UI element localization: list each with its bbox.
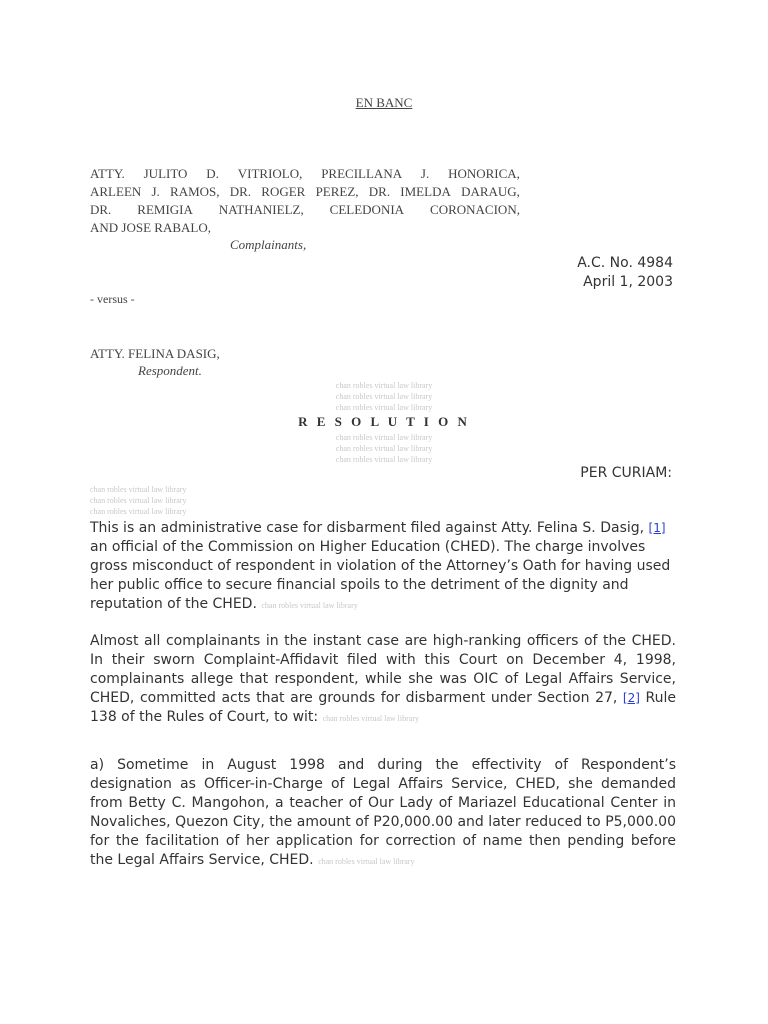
paragraph-text: Almost all complainants in the instant case are high-ranking officers of the CHED. In their sworn Complaint-Affidavit filed with this Court on December 4, 1998, complainants allege that respondent, while she was OIC of Legal Affairs Service, CHED, committed acts that are grounds for disbarment under Section 27, [90, 633, 676, 706]
paragraph-allegations [90, 632, 676, 727]
complainant-word: ROGER [261, 184, 306, 199]
per-curiam: PER CURIAM: [580, 465, 672, 481]
complainant-word: JULITO [143, 166, 188, 181]
complainant-word: J. [151, 184, 160, 199]
watermark-text: chan robles virtual law library [335, 455, 433, 464]
watermark-text: chan robles virtual law library [90, 485, 187, 494]
complainant-word: NATHANIELZ, [218, 202, 304, 217]
complainant-word: AND JOSE RABALO, [90, 220, 211, 235]
watermark-text: chan robles virtual law library [335, 381, 433, 390]
complainant-word: DR. [368, 184, 391, 199]
complainants-label: Complainants, [230, 237, 307, 252]
watermark-text: chan robles virtual law library [90, 507, 187, 516]
complainant-word: HONORICA, [448, 166, 520, 181]
watermark-text: chan robles virtual law library [335, 403, 433, 412]
paragraph-item-a [90, 756, 676, 870]
watermark-group-top [0, 380, 768, 413]
versus-label: - versus - [90, 292, 135, 306]
decision-date: April 1, 2003 [583, 274, 673, 290]
resolution-title: R E S O L U T I O N [298, 414, 470, 429]
watermark-text: chan robles virtual law library [335, 433, 433, 442]
paragraph-text: a) Sometime in August 1998 and during the effectivity of Respondent’s designation as Officer-in-Charge of Legal Affairs Service, CHED, she demanded from Betty C. Mangohon, a teacher of Our Lady of Mariazel Educational Center in Novaliches, Quezon City, the amount of P20,000.00 and later reduced to P5,000.00 for the facilitation of her application for correction of name then pending before the Legal Affairs Service, CHED. [90, 757, 676, 868]
respondent-name: ATTY. FELINA DASIG, [90, 346, 220, 361]
complainant-line [90, 165, 520, 183]
watermark-text: chan robles virtual law library [261, 601, 358, 610]
watermark-text: chan robles virtual law library [335, 444, 433, 453]
complainant-word: CORONACION, [430, 202, 520, 217]
complainant-word: DR. [229, 184, 252, 199]
complainant-word: DR. [90, 202, 112, 217]
case-number: A.C. No. 4984 [577, 255, 673, 271]
complainant-word: RAMOS, [170, 184, 220, 199]
watermark-group-left [90, 484, 186, 517]
complainants-block [90, 165, 520, 237]
watermark-text: chan robles virtual law library [318, 857, 415, 866]
watermark-group-middle [0, 432, 768, 465]
watermark-text: chan robles virtual law library [322, 714, 419, 723]
paragraph-text: Rule 138 of the Rules of Court, to wit: [90, 690, 676, 725]
complainant-word: IMELDA [400, 184, 451, 199]
complainant-word: PEREZ, [315, 184, 359, 199]
complainant-word: J. [420, 166, 430, 181]
paragraph-intro [90, 519, 676, 614]
complainant-word: ATTY. [90, 166, 125, 181]
watermark-text: chan robles virtual law library [90, 496, 187, 505]
paragraph-text: an official of the Commission on Higher Education (CHED). The charge involves gross misconduct of respondent in violation of the Attorney’s Oath for having used her public office to secure financial spoils to the detriment of the dignity and reputation of the CHED. [90, 539, 671, 612]
complainant-word: DARAUG, [461, 184, 520, 199]
complainant-word: D. [206, 166, 219, 181]
division-heading: EN BANC [355, 95, 413, 110]
footnote-link-2[interactable]: [2] [622, 691, 640, 705]
case-info [577, 254, 673, 292]
complainant-word: ARLEEN [90, 184, 142, 199]
footnote-link-1[interactable]: [1] [648, 521, 666, 535]
watermark-text: chan robles virtual law library [335, 392, 433, 401]
complainant-word: VITRIOLO, [237, 166, 303, 181]
complainant-word: REMIGIA [137, 202, 193, 217]
paragraph-text: This is an administrative case for disbarment filed against Atty. Felina S. Dasig, [90, 520, 649, 536]
complainant-line [90, 183, 520, 201]
complainant-line [90, 219, 520, 237]
complainant-word: CELEDONIA [329, 202, 405, 217]
respondent-label: Respondent. [138, 363, 202, 378]
complainant-word: PRECILLANA [321, 166, 403, 181]
complainant-line [90, 201, 520, 219]
